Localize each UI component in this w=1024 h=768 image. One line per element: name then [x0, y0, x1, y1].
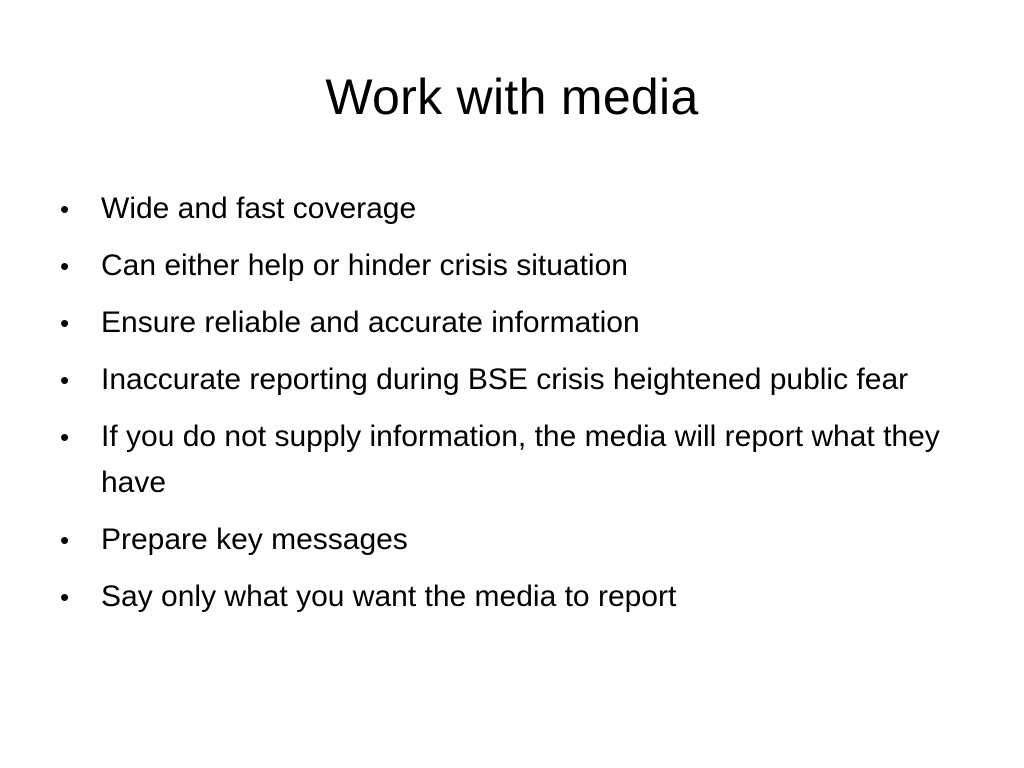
bullet-text: Wide and fast coverage: [101, 192, 417, 225]
bullet-text: Prepare key messages: [101, 523, 408, 556]
bullet-dot-icon: •: [60, 308, 70, 338]
bullet-item: [60, 300, 940, 346]
bullet-list: [60, 186, 940, 631]
bullet-item: [60, 186, 940, 232]
bullet-dot-icon: •: [60, 582, 70, 612]
bullet-text: Can either help or hinder crisis situation: [101, 249, 628, 282]
bullet-text: If you do not supply information, the media will report what they have: [101, 420, 940, 499]
bullet-dot-icon: •: [60, 422, 70, 452]
bullet-text: Inaccurate reporting during BSE crisis heightened public fear: [101, 363, 909, 396]
bullet-item: [60, 414, 940, 506]
slide-title: Work with media: [325, 69, 699, 125]
bullet-text: Ensure reliable and accurate information: [101, 306, 640, 339]
bullet-item: [60, 574, 940, 620]
bullet-dot-icon: •: [60, 251, 70, 281]
bullet-item: [60, 517, 940, 563]
bullet-item: [60, 357, 940, 403]
bullet-dot-icon: •: [60, 194, 70, 224]
bullet-text: Say only what you want the media to report: [101, 580, 677, 613]
bullet-dot-icon: •: [60, 365, 70, 395]
bullet-dot-icon: •: [60, 525, 70, 555]
bullet-item: [60, 243, 940, 289]
